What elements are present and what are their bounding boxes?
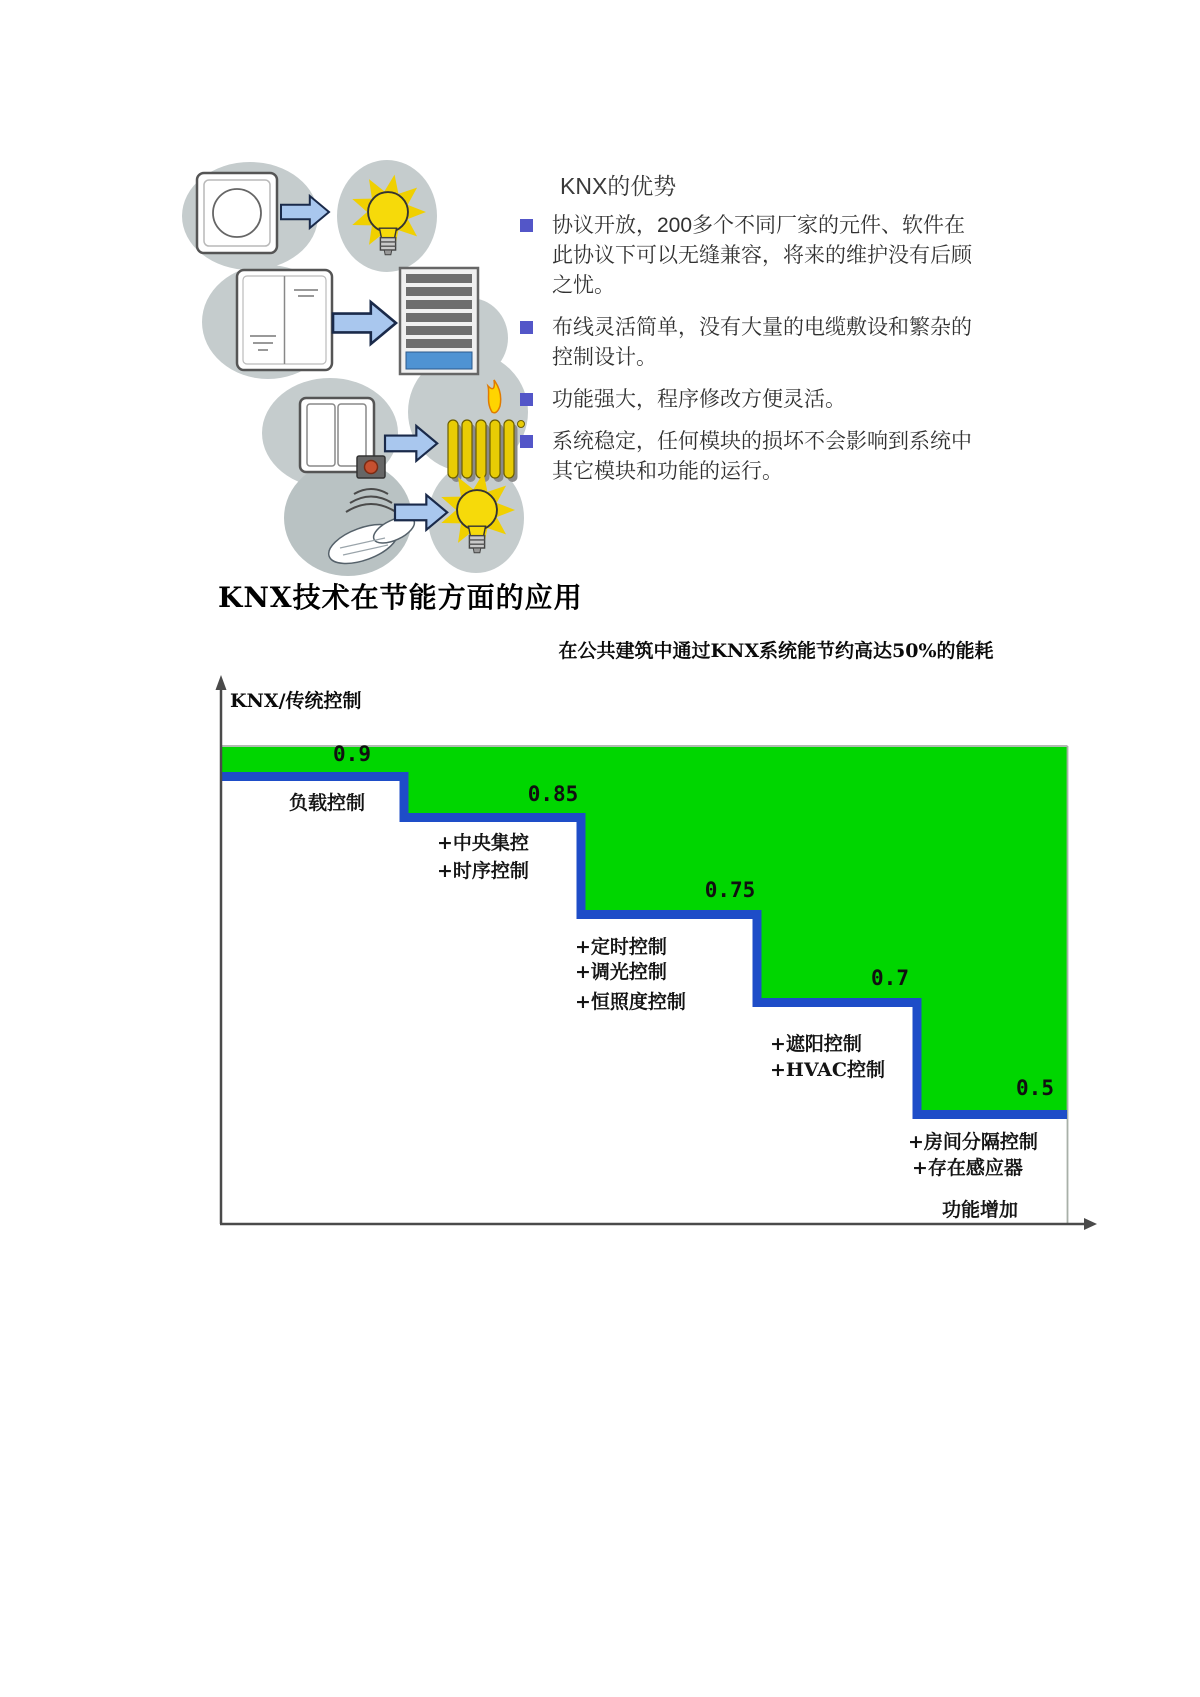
step-annotation: +定时控制 bbox=[575, 936, 667, 958]
step-value-label: 0.5 bbox=[1016, 1076, 1054, 1100]
x-axis-label: 功能增加 bbox=[941, 1199, 1018, 1221]
step-value-label: 0.85 bbox=[527, 782, 579, 806]
section-heading: KNX技术在节能方面的应用 bbox=[218, 581, 583, 614]
list-item bbox=[518, 211, 974, 301]
bullet-text: 系统稳定，任何模块的损坏不会影响到系统中其它模块和功能的运行。 bbox=[552, 430, 972, 483]
bullet-text: 协议开放，200多个不同厂家的元件、软件在此协议下可以无缝兼容，将来的维护没有后顾之忧。 bbox=[552, 214, 972, 297]
step-annotation: +房间分隔控制 bbox=[908, 1131, 1038, 1153]
step-annotation: +中央集控 bbox=[437, 832, 529, 854]
list-item bbox=[518, 427, 974, 487]
step-value-label: 0.7 bbox=[871, 966, 909, 990]
advantages-block bbox=[518, 168, 974, 499]
arrow-right-icon bbox=[333, 302, 396, 344]
bullet-square-icon bbox=[520, 321, 533, 334]
dimmer-switch-icon bbox=[197, 173, 277, 253]
bullet-square-icon bbox=[520, 393, 533, 406]
bullet-text: 布线灵活简单，没有大量的电缆敷设和繁杂的控制设计。 bbox=[552, 316, 972, 369]
y-axis-arrow-icon bbox=[216, 675, 227, 690]
list-item bbox=[518, 313, 974, 373]
y-axis-label: KNX/传统控制 bbox=[230, 690, 362, 712]
step-annotation: +存在感应器 bbox=[912, 1157, 1023, 1179]
step-value-label: 0.75 bbox=[704, 878, 756, 902]
step-annotation: +调光控制 bbox=[575, 961, 667, 983]
advantages-list bbox=[518, 211, 974, 487]
chart-title: 在公共建筑中通过KNX系统能节约高达50%的能耗 bbox=[558, 640, 994, 662]
step-annotation: 负载控制 bbox=[288, 792, 365, 814]
knx-illustration bbox=[180, 140, 530, 580]
window-blind-icon bbox=[400, 268, 478, 374]
bullet-square-icon bbox=[520, 219, 533, 232]
double-switch-icon bbox=[237, 270, 332, 370]
bullet-square-icon bbox=[520, 435, 533, 448]
step-annotation: +遮阳控制 bbox=[770, 1033, 862, 1055]
energy-saving-chart bbox=[200, 630, 1110, 1245]
step-annotation: +HVAC控制 bbox=[770, 1059, 886, 1081]
bullet-text: 功能强大，程序修改方便灵活。 bbox=[552, 388, 846, 411]
list-item bbox=[518, 385, 974, 415]
step-annotation: +时序控制 bbox=[437, 860, 529, 882]
step-value-label: 0.9 bbox=[333, 742, 371, 766]
x-axis-arrow-icon bbox=[1084, 1218, 1097, 1230]
advantages-title: KNX的优势 bbox=[560, 173, 677, 199]
step-annotation: +恒照度控制 bbox=[575, 991, 686, 1013]
